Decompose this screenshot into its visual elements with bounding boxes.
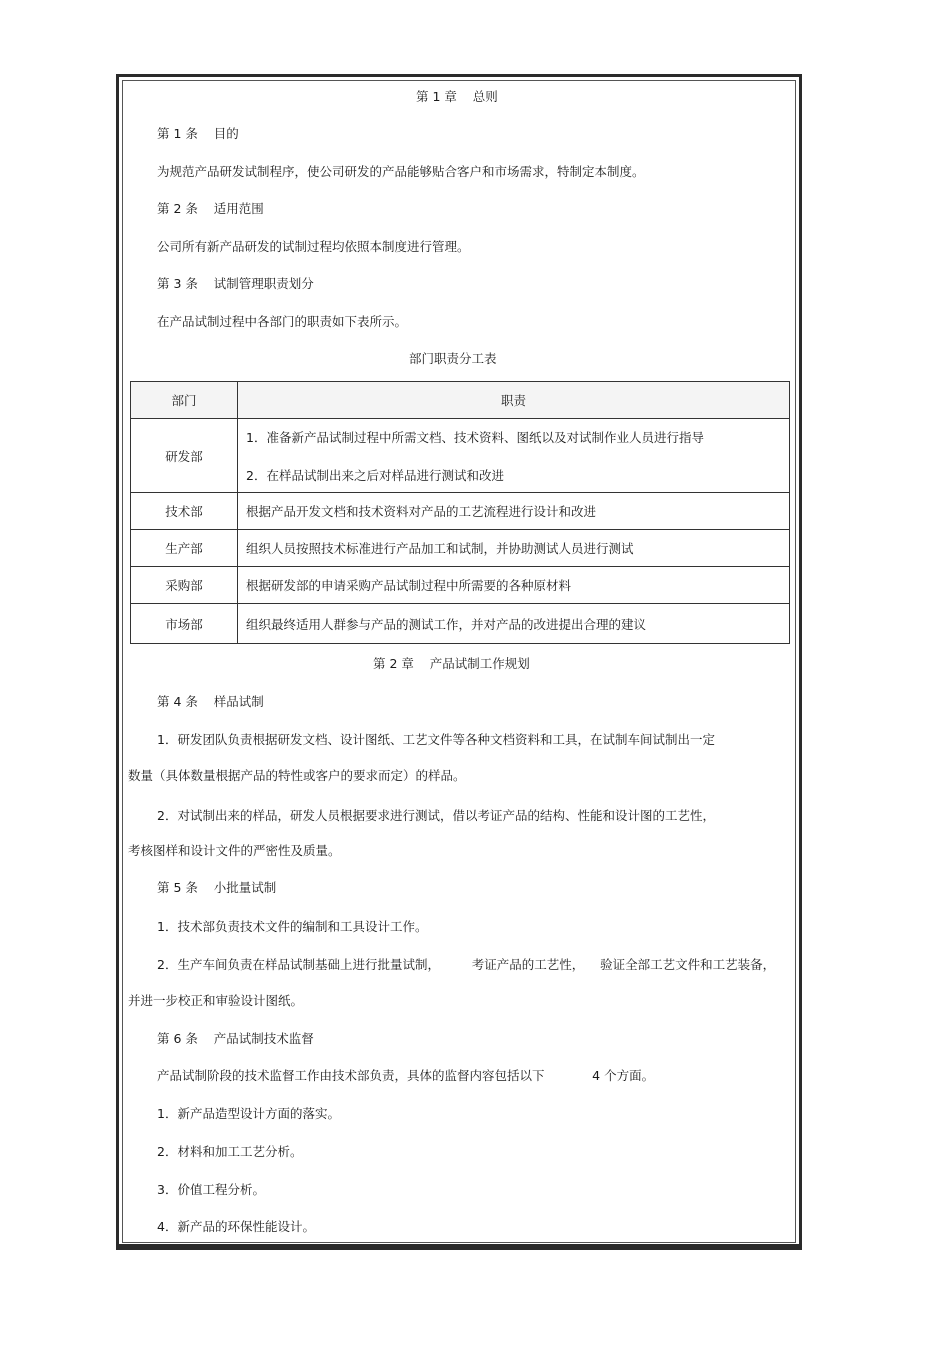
article-5-para-1: 1．技术部负责技术文件的编制和工具设计工作。 xyxy=(157,919,428,934)
table-cell-duty: 组织最终适用人群参与产品的测试工作，并对产品的改进提出合理的建议 xyxy=(238,604,790,644)
duty-line: 1．准备新产品试制过程中所需文档、技术资料、图纸以及对试制作业人员进行指导 xyxy=(246,429,704,445)
article-4-para-2: 2．对试制出来的样品，研发人员根据要求进行测试，借以考证产品的结构、性能和设计图的工艺性， xyxy=(157,808,715,823)
article-2-heading: 第 2 条 适用范围 xyxy=(157,201,264,216)
table-cell-duty: 根据产品开发文档和技术资料对产品的工艺流程进行设计和改进 xyxy=(238,493,790,530)
duty-line: 2．在样品试制出来之后对样品进行测试和改进 xyxy=(246,467,504,483)
table-caption: 部门职责分工表 xyxy=(409,351,497,366)
page-frame-bottom-rule xyxy=(116,1244,802,1250)
article-6-heading: 第 6 条 产品试制技术监督 xyxy=(157,1031,314,1046)
table-row xyxy=(131,419,790,493)
table-cell-dept: 采购部 xyxy=(131,567,238,604)
chapter-2-title: 第 2 章 产品试制工作规划 xyxy=(373,656,530,671)
article-5-para-2: 2．生产车间负责在样品试制基础上进行批量试制， 考证产品的工艺性， 验证全部工艺文件和工艺装备， xyxy=(157,957,776,972)
article-6-item: 2．材料和加工工艺分析。 xyxy=(157,1144,303,1159)
table-header-dept: 部门 xyxy=(131,382,238,419)
table-cell-duty: 组织人员按照技术标准进行产品加工和试制，并协助测试人员进行测试 xyxy=(238,530,790,567)
table-header-row xyxy=(131,382,790,419)
article-5-heading: 第 5 条 小批量试制 xyxy=(157,880,277,895)
article-4-heading: 第 4 条 样品试制 xyxy=(157,694,264,709)
article-6-item: 4．新产品的环保性能设计。 xyxy=(157,1219,315,1234)
article-4-para-1: 1．研发团队负责根据研发文档、设计图纸、工艺文件等各种文档资料和工具，在试制车间试制出一定 xyxy=(157,732,715,747)
table-cell-dept: 市场部 xyxy=(131,604,238,644)
article-4-para-2-cont: 考核图样和设计文件的严密性及质量。 xyxy=(128,843,341,858)
department-duty-table xyxy=(130,381,790,644)
article-3-text: 在产品试制过程中各部门的职责如下表所示。 xyxy=(157,314,408,329)
article-2-text: 公司所有新产品研发的试制过程均依照本制度进行管理。 xyxy=(157,239,470,254)
article-5-para-2-cont: 并进一步校正和审验设计图纸。 xyxy=(128,993,304,1008)
article-4-para-1-cont: 数量（具体数量根据产品的特性或客户的要求而定）的样品。 xyxy=(128,768,466,783)
article-6-item: 1．新产品造型设计方面的落实。 xyxy=(157,1106,340,1121)
article-6-intro: 产品试制阶段的技术监督工作由技术部负责，具体的监督内容包括以下 4 个方面。 xyxy=(157,1068,655,1083)
table-cell-dept: 生产部 xyxy=(131,530,238,567)
article-1-heading: 第 1 条 目的 xyxy=(157,126,239,141)
table-cell-duty: 根据研发部的申请采购产品试制过程中所需要的各种原材料 xyxy=(238,567,790,604)
table-header-duty: 职责 xyxy=(238,382,790,419)
chapter-1-title: 第 1 章 总则 xyxy=(416,89,498,104)
table-cell-dept: 技术部 xyxy=(131,493,238,530)
article-1-text: 为规范产品研发试制程序，使公司研发的产品能够贴合客户和市场需求，特制定本制度。 xyxy=(157,164,645,179)
table-cell-dept: 研发部 xyxy=(131,419,238,493)
table-row xyxy=(131,604,790,644)
article-3-heading: 第 3 条 试制管理职责划分 xyxy=(157,276,314,291)
table-row xyxy=(131,493,790,530)
table-row xyxy=(131,530,790,567)
table-row xyxy=(131,567,790,604)
article-6-item: 3．价值工程分析。 xyxy=(157,1182,265,1197)
table-cell-duty xyxy=(238,419,790,493)
